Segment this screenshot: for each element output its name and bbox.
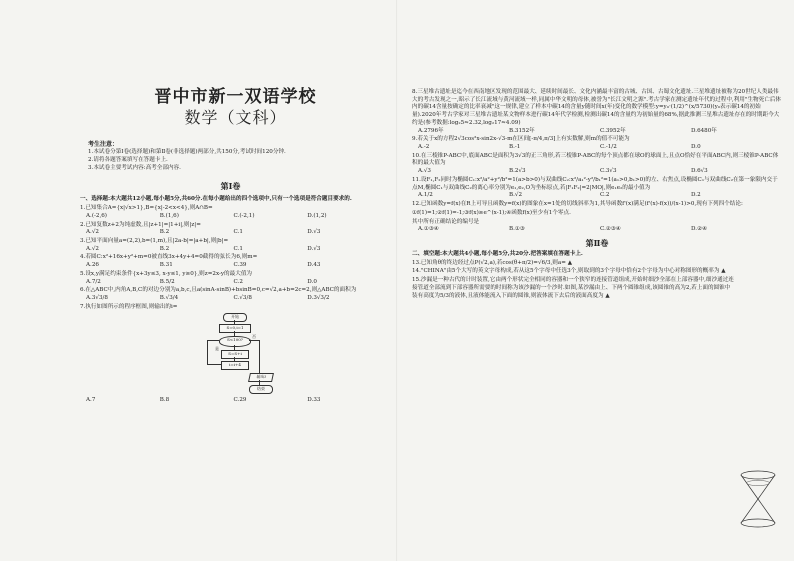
question-12-statements: ①f(1)=1;②f(1)=-1;③f(x)≥e^(x-1);④函数f(x)至少有1个零点. [412,209,571,216]
option-d: D.3√3/2 [307,294,330,301]
question-8-options [418,128,782,136]
question-6: 6.在△ABC中,内角A,B,C的对边分别为a,b,c,且a(sinA-sinB)+bsinB=0,c=√2,a+b=2c=2,则△ABC的面积为 [80,287,357,294]
answer-blank: ▲ [567,259,572,266]
option-b: B.(1,6) [159,212,179,219]
option-d: D.0 [691,144,701,151]
option-a: A.7 [86,397,96,404]
answer-blank: ▲ [605,292,610,299]
option-c: C.②③④ [600,226,621,233]
question-5-options [86,279,381,287]
question-14-text: 14."CHINA"由5个大写的英文字母构成,若从这5个字母中任选3个,则取到的3个字母中恰有2个字母为中心对称图形的概率为 [412,268,720,275]
question-11-options [418,192,782,200]
option-b: B.√2 [509,192,523,199]
option-d: D.6480年 [691,127,717,134]
option-a: A.①③④ [418,226,439,233]
section-1-title: 第Ⅰ卷 [220,181,241,192]
option-a: A.√3 [418,168,431,175]
option-b: B.-1 [509,144,521,151]
flow-end: 结束 [249,385,273,394]
fill-instructions: 二、填空题:本大题共4小题,每小题5分,共20分.把答案填在答题卡上. [412,250,583,257]
subject-title: 数学（文科） [184,108,287,128]
question-15 [412,277,782,300]
option-d: D.②④ [691,226,708,233]
question-9: 9.若关于x的方程2√3cos²x-sin2x-√3-m在区间[-π/4,π/3]上有实数解,则m的值不可能为 [412,136,630,143]
flow-no-label: 否 [252,334,256,340]
notice-heading: 考生注意： [88,140,119,148]
option-d: D.33 [307,397,321,404]
option-a: A.-2 [418,144,430,151]
option-b: B.√3/4 [159,294,179,301]
option-b: B.2√3 [509,168,526,175]
option-c: C.1 [233,229,243,236]
flow-loop-line [207,340,219,341]
option-b: B.2 [159,245,170,252]
option-d: D.2 [691,192,701,199]
option-d: D.43 [307,262,321,269]
option-a: A.√2 [86,229,99,236]
question-4-options [86,262,381,270]
option-d: D.0 [307,278,317,285]
option-b: B.3152年 [509,127,535,134]
option-d: D.(1,2) [307,212,327,219]
question-12-prompt: 其中所有正确结论的编号是 [412,218,480,225]
option-b: B.①③ [509,226,525,233]
flow-output: 输出i [248,373,274,382]
flow-no-line [259,340,260,373]
option-b: B.8 [159,397,170,404]
option-d: D.6√3 [691,168,708,175]
option-a: A.26 [86,262,99,269]
flow-condition: S<100? [219,336,251,347]
school-title: 晋中市新一双语学校 [154,87,317,107]
question-8: 8.三星堆古遗址是迄今在西南地区发现的范围最大、延续时间最长、文化内涵最丰富的古城、古国、古蜀文化遗址.三星堆遗址被称为20世纪人类最伟大的考古发现之一,昭示了长江流域与黄河流域一样,同属中华文明的母体,被誉为"长江文明之源".考古学家在测定遗址年代的过程中,利用"生物死亡后体内的碳14含量按确定的比率衰减"这一规律,建立了样本中碳14的含量y随时间x(年)变化的数学模型:y=y₀·(1/2)^(x/5730)(y₀表示碳14的初始量).2020年考古学家对三星堆古遗址某文物样本进行碳14年代学检测,检测出碳14的含量约为初始量的68%,据此推测三星堆古遗址存在的时期距今大约是(参考数据:log₂5≈2.32,log₂17≈4.09) [412,89,782,126]
option-c: C.2 [233,278,243,285]
flow-start: 开始 [223,313,247,322]
option-b: B.2 [159,229,170,236]
question-3: 3.已知平面向量a=(2,2),b=(1,m),且|2a-b|=|a+b|,则|b|= [80,237,229,244]
question-6-options [86,295,381,303]
question-12-options [418,226,782,234]
option-c: C.39 [233,262,247,269]
flow-loop-line [207,364,221,365]
flow-no-line [249,340,259,341]
question-1: 1.已知集合A={x|√x>1},B={x|-2<x<4},则A∩B= [80,205,213,212]
flow-body: S=S+i [221,350,249,359]
question-11: 11.设F₁,F₂同时为椭圆C₁:x²/a²+y²/b²=1(a>b>0)与双曲线C₂:x²/a₁²-y²/b₁²=1(a₁>0,b₁>0)的左、右焦点,设椭圆C₁与双曲线C₂在第一象限内交于点M,椭圆C₁与双曲线C₂的离心率分别为e₁,e₂,O为坐标原点,若|F₁F₂|=2|MO|,则e₁e₂的最小值为 [412,176,778,191]
question-9-options [418,144,782,152]
notice-item-2: 2.请将各题答案填写在答题卡上. [88,156,168,163]
question-13-text: 13.已知角θ的终边经过点P(√2,a),若cos(θ+π/2)=√6/3,则a= [412,259,566,266]
section-2-title: 第Ⅱ卷 [585,237,609,248]
option-c: C.3√3 [600,168,617,175]
option-a: A.(-2,6) [86,212,107,219]
flowchart [195,313,275,395]
question-14 [412,268,782,276]
flow-yes-label: 是 [215,346,219,352]
question-15-text: 15.沙漏是一种古代的计时装置,它由两个形状完全相同的容器和一个狭窄的连接管道组成,开始时细沙全部在上部容器中,细沙通过连接管道全部流到下部容器所需要的时间称为该沙漏的一个沙时.如图,某沙漏由上、下两个圆锥组成,该圆锥的高为2,若上面的圆锥中装有高度为5/3的液体,且液体能流入下面的圆锥,则液体流下去后的液面高度为 [412,277,734,299]
question-2: 2.已知复数z+2为纯虚数,且|z+1|=|1+i|,则|z|= [80,221,201,228]
option-b: B.31 [159,262,173,269]
option-a: A.√2 [86,245,99,252]
flow-loop-line [207,340,208,364]
flow-step: i=i+4 [221,361,249,370]
question-5: 5.设x,y满足约束条件{x+3y≤3, x-y≤1, y≥0},则z=2x-y的最大值为 [80,270,253,277]
answer-blank: ▲ [721,268,726,275]
option-c: C.3952年 [600,127,626,134]
option-a: A.2796年 [418,127,444,134]
notice-item-3: 3.本试卷主要考试内容:高考全部内容. [88,164,181,171]
flow-init: S=0,i=1 [219,324,251,333]
question-4: 4.若圆C:x²+16x+y²+m=0被直线3x+4y+4=0截得的弦长为6,则m= [80,254,258,261]
question-13 [412,260,782,268]
option-a: A.7/2 [86,278,101,285]
option-d: D.√3 [307,229,321,236]
question-7: 7.执行如图所示的程序框图,则输出的i= [80,303,178,310]
notice-item-1: 1.本试卷分第Ⅰ卷(选择题)和第Ⅱ卷(非选择题)两部分,共150分,考试时间120分钟. [88,149,286,156]
option-c: C.√3/8 [233,294,252,301]
option-d: D.√3 [307,245,321,252]
question-7-options [86,397,381,405]
option-c: C.1 [233,245,243,252]
option-a: A.3√3/8 [86,294,108,301]
option-c: C.-1/2 [600,144,617,151]
option-c: C.2 [600,192,610,199]
option-c: C.29 [233,397,247,404]
hourglass-figure [738,470,778,528]
question-10-options [418,168,782,176]
question-2-options [86,229,381,237]
question-12: 12.已知函数y=f(x)在R上可导且函数y=f(x)的图象在x=1处的切线斜率为1,其导函数f'(x)满足(f'(x)-f(x))/(x-1)>0,现有下列四个结论: [412,201,743,208]
right-page [397,0,794,561]
question-10: 10.在三棱锥P-ABC中,底面ABC是面积为3√3的正三角形,若三棱锥P-ABC的每个顶点都在球O的球面上,且点O恰好在平面ABC内,则三棱锥P-ABC体积的最大值为 [412,152,779,167]
choice-instructions: 一、选择题:本大题共12小题,每小题5分,共60分.在每小题给出的四个选项中,只有一个选项是符合题目要求的. [80,196,352,203]
option-a: A.1/2 [418,192,433,199]
question-3-options [86,246,381,254]
question-1-options [86,213,381,221]
option-c: C.(-2,1) [233,212,255,219]
option-b: B.5/2 [159,278,175,285]
